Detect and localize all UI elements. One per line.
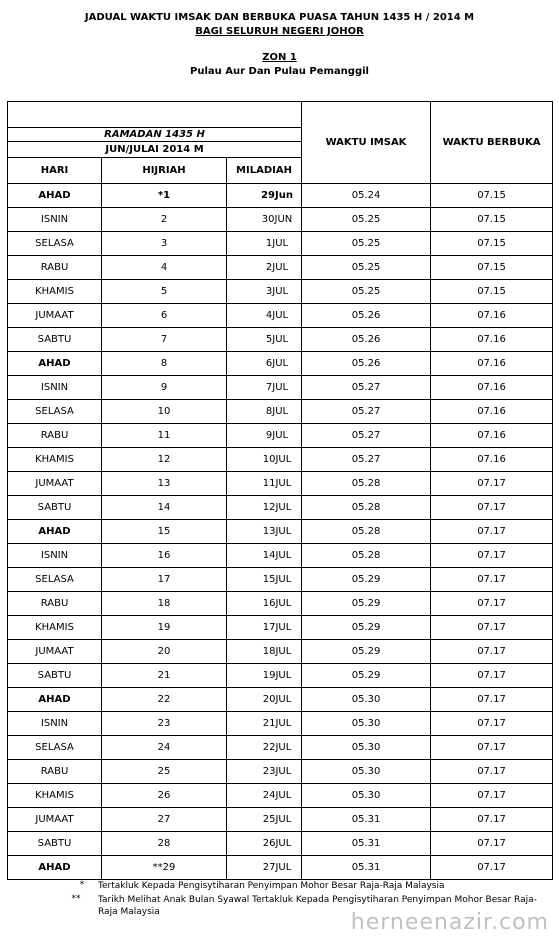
berbuka-time-cell: 07.17 [431, 832, 553, 856]
miladiah-cell [227, 520, 302, 544]
miladiah-text: 5JUL [265, 334, 289, 345]
table-row [8, 544, 553, 568]
imsak-time-cell: 05.30 [302, 712, 431, 736]
miladiah-text: 17JUL [262, 622, 292, 633]
schedule-table [7, 101, 553, 880]
hijriah-cell: 25 [102, 760, 227, 784]
miladiah-text: 1JUL [265, 238, 289, 249]
hijriah-cell: 28 [102, 832, 227, 856]
hijriah-cell: 26 [102, 784, 227, 808]
imsak-time-cell: 05.25 [302, 280, 431, 304]
table-row [8, 424, 553, 448]
berbuka-time-cell: 07.17 [431, 544, 553, 568]
hijriah-cell: 18 [102, 592, 227, 616]
hijriah-cell: *1 [102, 184, 227, 208]
day-cell: KHAMIS [8, 616, 102, 640]
imsak-time-cell: 05.29 [302, 592, 431, 616]
hijriah-cell: 21 [102, 664, 227, 688]
berbuka-time-cell: 07.17 [431, 856, 553, 880]
table-row [8, 832, 553, 856]
table-row [8, 736, 553, 760]
berbuka-time-cell: 07.15 [431, 208, 553, 232]
berbuka-time-cell: 07.17 [431, 472, 553, 496]
day-cell: SABTU [8, 664, 102, 688]
miladiah-cell [227, 400, 302, 424]
berbuka-time-cell: 07.17 [431, 808, 553, 832]
ramadan-label: RAMADAN 1435 H [8, 128, 302, 142]
day-cell: SELASA [8, 736, 102, 760]
miladiah-text: 16JUL [262, 598, 292, 609]
hijriah-cell: 11 [102, 424, 227, 448]
table-row [8, 184, 553, 208]
berbuka-time-cell: 07.17 [431, 736, 553, 760]
hijriah-cell: 24 [102, 736, 227, 760]
table-row [8, 520, 553, 544]
berbuka-time-cell: 07.17 [431, 640, 553, 664]
hijriah-cell: 6 [102, 304, 227, 328]
miladiah-text: 14JUL [262, 550, 292, 561]
table-row [8, 448, 553, 472]
imsak-time-cell: 05.27 [302, 400, 431, 424]
miladiah-cell [227, 208, 302, 232]
miladiah-cell [227, 184, 302, 208]
zone-label: ZON 1 [262, 52, 297, 63]
footnote-2-symbol: ** [71, 894, 81, 904]
miladiah-text: 4JUL [265, 310, 289, 321]
imsak-time-cell: 05.30 [302, 736, 431, 760]
berbuka-time-cell: 07.17 [431, 616, 553, 640]
day-cell: JUMAAT [8, 640, 102, 664]
hijriah-cell: 15 [102, 520, 227, 544]
table-row [8, 376, 553, 400]
hijriah-cell: 8 [102, 352, 227, 376]
berbuka-time-cell: 07.15 [431, 280, 553, 304]
miladiah-cell [227, 304, 302, 328]
col-header-hari: HARI [8, 158, 102, 184]
miladiah-text: 11JUL [262, 478, 292, 489]
hijriah-cell: 23 [102, 712, 227, 736]
hijriah-cell: 27 [102, 808, 227, 832]
table-row [8, 304, 553, 328]
miladiah-text: 27JUL [262, 862, 292, 873]
month-label: JUN/JULAI 2014 M [8, 142, 302, 158]
berbuka-time-cell: 07.17 [431, 688, 553, 712]
table-row [8, 808, 553, 832]
imsak-time-cell: 05.29 [302, 568, 431, 592]
miladiah-text: 25JUL [262, 814, 292, 825]
imsak-time-cell: 05.26 [302, 352, 431, 376]
day-cell: ISNIN [8, 544, 102, 568]
miladiah-cell [227, 496, 302, 520]
miladiah-cell [227, 856, 302, 880]
day-cell: RABU [8, 592, 102, 616]
hijriah-cell: 17 [102, 568, 227, 592]
berbuka-time-cell: 07.17 [431, 592, 553, 616]
day-cell: KHAMIS [8, 280, 102, 304]
imsak-time-cell: 05.31 [302, 856, 431, 880]
miladiah-cell [227, 736, 302, 760]
imsak-time-cell: 05.28 [302, 544, 431, 568]
table-row [8, 472, 553, 496]
miladiah-cell [227, 664, 302, 688]
imsak-time-cell: 05.29 [302, 640, 431, 664]
hijriah-cell: **29 [102, 856, 227, 880]
imsak-time-cell: 05.27 [302, 448, 431, 472]
day-cell: SABTU [8, 328, 102, 352]
miladiah-text: 15JUL [262, 574, 292, 585]
table-row [8, 208, 553, 232]
hijriah-cell: 2 [102, 208, 227, 232]
col-header-miladiah: MILADIAH [227, 158, 302, 184]
day-cell: RABU [8, 424, 102, 448]
table-row [8, 688, 553, 712]
imsak-time-cell: 05.27 [302, 376, 431, 400]
hijriah-cell: 9 [102, 376, 227, 400]
footnote-1-symbol: * [79, 880, 85, 890]
berbuka-time-cell: 07.15 [431, 184, 553, 208]
day-cell: JUMAAT [8, 304, 102, 328]
hijriah-cell: 14 [102, 496, 227, 520]
table-row [8, 784, 553, 808]
miladiah-cell [227, 592, 302, 616]
miladiah-text: 18JUL [262, 646, 292, 657]
miladiah-text: 2JUL [265, 262, 289, 273]
miladiah-text: 3JUL [265, 286, 289, 297]
hijriah-cell: 13 [102, 472, 227, 496]
footnote-2-text: Tarikh Melihat Anak Bulan Syawal Tertakluk Kepada Pengisytiharan Penyimpan Mohor Besar Raja-Raja Malaysia [98, 895, 537, 917]
miladiah-cell [227, 688, 302, 712]
miladiah-text: 6JUL [265, 358, 289, 369]
berbuka-time-cell: 07.17 [431, 496, 553, 520]
imsak-time-cell: 05.26 [302, 304, 431, 328]
imsak-time-cell: 05.27 [302, 424, 431, 448]
table-row [8, 352, 553, 376]
miladiah-cell [227, 328, 302, 352]
miladiah-text: 30JUN [261, 214, 293, 225]
footnote-1-text: Tertakluk Kepada Pengisytiharan Penyimpan Mohor Besar Raja-Raja Malaysia [98, 881, 445, 891]
document-subtitle: BAGI SELURUH NEGERI JOHOR [195, 26, 364, 37]
hijriah-cell: 12 [102, 448, 227, 472]
day-cell: AHAD [8, 520, 102, 544]
header-spacer-row [8, 102, 553, 128]
miladiah-text: 24JUL [262, 790, 292, 801]
day-cell: SELASA [8, 232, 102, 256]
berbuka-time-cell: 07.17 [431, 784, 553, 808]
document-title: JADUAL WAKTU IMSAK DAN BERBUKA PUASA TAHUN 1435 H / 2014 M [84, 12, 475, 23]
miladiah-text: 26JUL [262, 838, 292, 849]
miladiah-text: 7JUL [265, 382, 289, 393]
day-cell: AHAD [8, 352, 102, 376]
miladiah-cell [227, 640, 302, 664]
berbuka-time-cell: 07.15 [431, 232, 553, 256]
berbuka-time-cell: 07.16 [431, 448, 553, 472]
day-cell: SABTU [8, 496, 102, 520]
miladiah-text: 13JUL [262, 526, 292, 537]
watermark: herneenazir.com [350, 910, 549, 935]
berbuka-time-cell: 07.16 [431, 328, 553, 352]
imsak-time-cell: 05.25 [302, 232, 431, 256]
table-row [8, 712, 553, 736]
miladiah-cell [227, 616, 302, 640]
table-row [8, 256, 553, 280]
imsak-time-cell: 05.24 [302, 184, 431, 208]
day-cell: ISNIN [8, 208, 102, 232]
miladiah-cell [227, 352, 302, 376]
table-row [8, 856, 553, 880]
imsak-time-cell: 05.28 [302, 520, 431, 544]
imsak-time-cell: 05.28 [302, 472, 431, 496]
miladiah-cell [227, 376, 302, 400]
imsak-time-cell: 05.31 [302, 808, 431, 832]
imsak-time-cell: 05.30 [302, 784, 431, 808]
miladiah-text: 12JUL [262, 502, 292, 513]
table-row [8, 496, 553, 520]
hijriah-cell: 10 [102, 400, 227, 424]
day-cell: AHAD [8, 184, 102, 208]
miladiah-cell [227, 256, 302, 280]
day-cell: SELASA [8, 400, 102, 424]
berbuka-time-cell: 07.15 [431, 256, 553, 280]
imsak-time-cell: 05.30 [302, 688, 431, 712]
miladiah-text: 22JUL [262, 742, 292, 753]
day-cell: JUMAAT [8, 472, 102, 496]
miladiah-text: 29Jun [261, 190, 293, 201]
berbuka-time-cell: 07.17 [431, 568, 553, 592]
table-row [8, 616, 553, 640]
col-header-berbuka: WAKTU BERBUKA [431, 102, 553, 184]
miladiah-cell [227, 280, 302, 304]
imsak-time-cell: 05.28 [302, 496, 431, 520]
table-row [8, 568, 553, 592]
hijriah-cell: 20 [102, 640, 227, 664]
col-header-hijriah: HIJRIAH [102, 158, 227, 184]
day-cell: KHAMIS [8, 448, 102, 472]
table-row [8, 592, 553, 616]
header-spacer-cell [8, 102, 302, 128]
miladiah-text: 20JUL [262, 694, 292, 705]
miladiah-cell [227, 472, 302, 496]
miladiah-cell [227, 448, 302, 472]
berbuka-time-cell: 07.17 [431, 712, 553, 736]
miladiah-cell [227, 424, 302, 448]
berbuka-time-cell: 07.16 [431, 424, 553, 448]
berbuka-time-cell: 07.16 [431, 304, 553, 328]
berbuka-time-cell: 07.16 [431, 376, 553, 400]
col-header-imsak: WAKTU IMSAK [302, 102, 431, 184]
table-row [8, 280, 553, 304]
berbuka-time-cell: 07.17 [431, 520, 553, 544]
miladiah-text: 9JUL [265, 430, 289, 441]
imsak-time-cell: 05.31 [302, 832, 431, 856]
table-row [8, 232, 553, 256]
miladiah-cell [227, 784, 302, 808]
miladiah-cell [227, 760, 302, 784]
day-cell: SELASA [8, 568, 102, 592]
berbuka-time-cell: 07.16 [431, 400, 553, 424]
table-row [8, 400, 553, 424]
miladiah-cell [227, 808, 302, 832]
hijriah-cell: 5 [102, 280, 227, 304]
day-cell: KHAMIS [8, 784, 102, 808]
zone-area: Pulau Aur Dan Pulau Pemanggil [190, 66, 369, 77]
day-cell: ISNIN [8, 376, 102, 400]
day-cell: ISNIN [8, 712, 102, 736]
table-row [8, 328, 553, 352]
imsak-time-cell: 05.29 [302, 664, 431, 688]
table-row [8, 664, 553, 688]
miladiah-cell [227, 712, 302, 736]
day-cell: JUMAAT [8, 808, 102, 832]
miladiah-text: 19JUL [262, 670, 292, 681]
miladiah-text: 21JUL [262, 718, 292, 729]
hijriah-cell: 7 [102, 328, 227, 352]
day-cell: AHAD [8, 856, 102, 880]
day-cell: RABU [8, 760, 102, 784]
berbuka-time-cell: 07.17 [431, 760, 553, 784]
imsak-time-cell: 05.29 [302, 616, 431, 640]
imsak-time-cell: 05.25 [302, 208, 431, 232]
berbuka-time-cell: 07.16 [431, 352, 553, 376]
miladiah-text: 23JUL [262, 766, 292, 777]
miladiah-cell [227, 544, 302, 568]
day-cell: RABU [8, 256, 102, 280]
miladiah-text: 8JUL [265, 406, 289, 417]
hijriah-cell: 22 [102, 688, 227, 712]
hijriah-cell: 16 [102, 544, 227, 568]
miladiah-cell [227, 832, 302, 856]
miladiah-text: 10JUL [262, 454, 292, 465]
miladiah-cell [227, 568, 302, 592]
day-cell: AHAD [8, 688, 102, 712]
imsak-time-cell: 05.30 [302, 760, 431, 784]
miladiah-cell [227, 232, 302, 256]
hijriah-cell: 3 [102, 232, 227, 256]
imsak-time-cell: 05.26 [302, 328, 431, 352]
hijriah-cell: 4 [102, 256, 227, 280]
table-row [8, 640, 553, 664]
berbuka-time-cell: 07.17 [431, 664, 553, 688]
day-cell: SABTU [8, 832, 102, 856]
imsak-time-cell: 05.25 [302, 256, 431, 280]
hijriah-cell: 19 [102, 616, 227, 640]
table-row [8, 760, 553, 784]
